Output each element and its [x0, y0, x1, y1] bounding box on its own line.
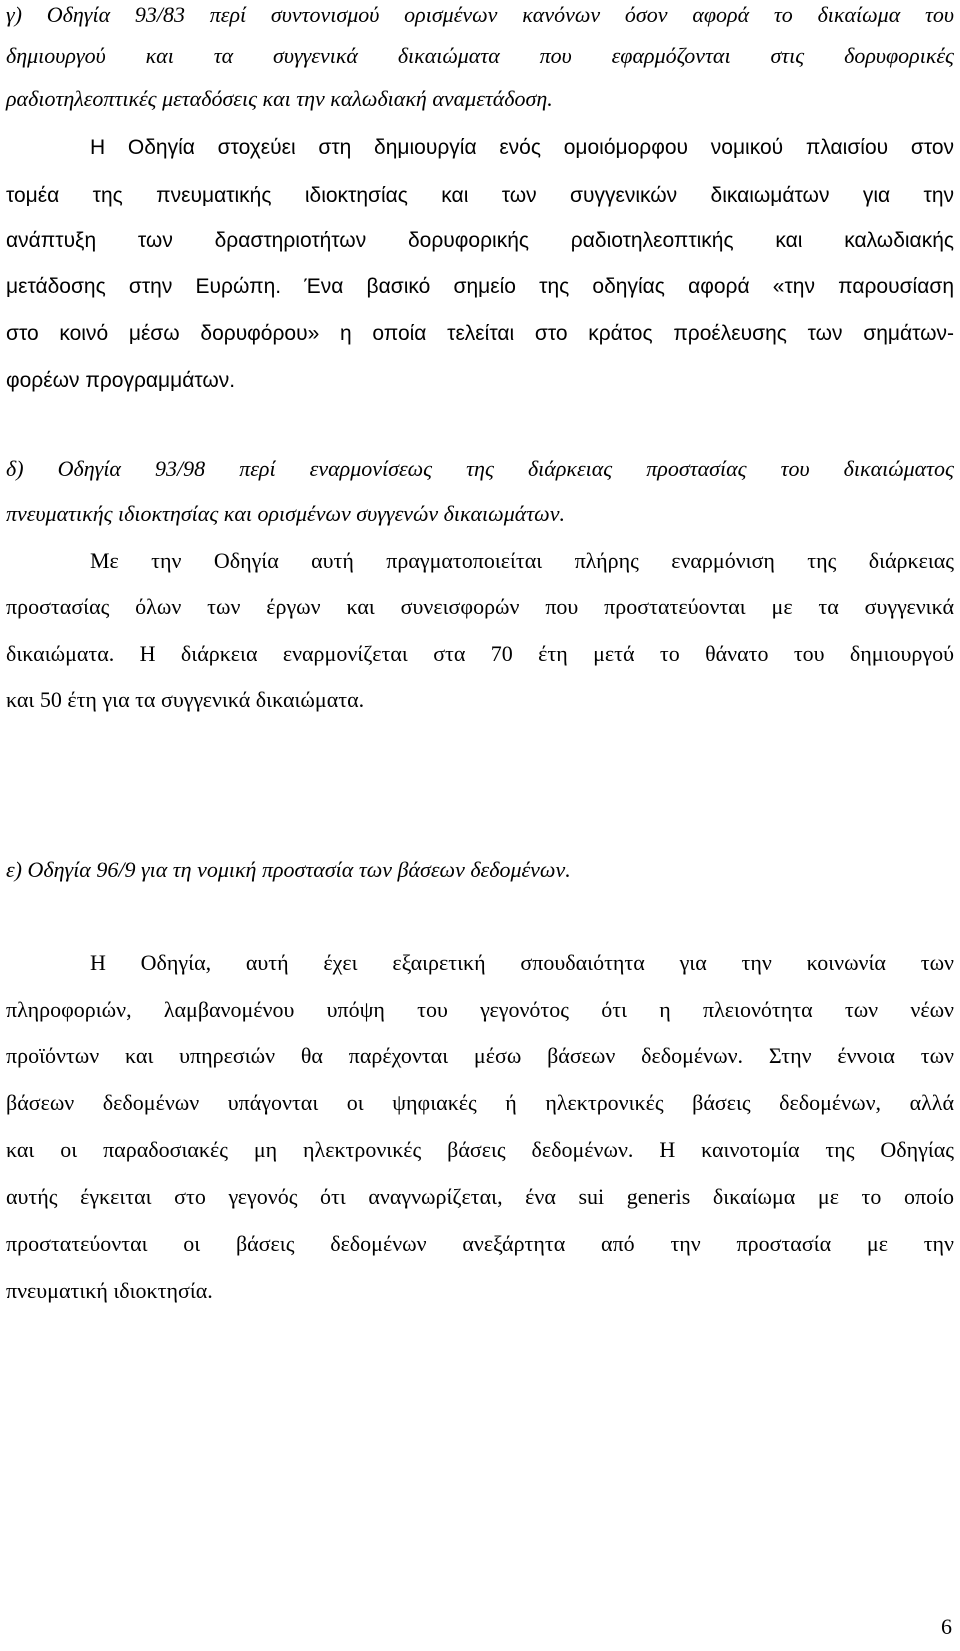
section-gamma-paragraph-line: μετάδοσης στην Ευρώπη. Ένα βασικό σημείο της οδηγίας αφορά «την παρουσίαση [6, 275, 954, 298]
section-gamma-paragraph-line: Η Οδηγία στοχεύει στη δημιουργία ενός ομοιόμορφου νομικού πλαισίου στον [90, 136, 954, 159]
section-epsilon-paragraph-line: και οι παραδοσιακές μη ηλεκτρονικές βάσεις δεδομένων. Η καινοτομία της Οδηγίας [6, 1137, 954, 1162]
section-epsilon-paragraph-line: πληροφοριών, λαμβανομένου υπόψη του γεγονότος ότι η πλειονότητα των νέων [6, 997, 954, 1022]
section-delta-paragraph-line: και 50 έτη για τα συγγενικά δικαιώματα. [6, 687, 365, 712]
page-number: 6 [941, 1614, 952, 1639]
section-epsilon-paragraph-line: Η Οδηγία, αυτή έχει εξαιρετική σπουδαιότητα για την κοινωνία των [90, 950, 954, 975]
section-epsilon-paragraph-line: αυτής έγκειται στο γεγονός ότι αναγνωρίζεται, ένα sui generis δικαίωμα με το οποίο [6, 1184, 954, 1209]
section-epsilon-paragraph-line: πνευματική ιδιοκτησία. [6, 1278, 213, 1303]
section-epsilon-heading: ε) Οδηγία 96/9 για τη νομική προστασία των βάσεων δεδομένων. [6, 857, 571, 882]
section-epsilon-paragraph-line: προϊόντων και υπηρεσιών θα παρέχονται μέσω βάσεων δεδομένων. Στην έννοια των [6, 1043, 954, 1068]
section-gamma-heading-line-1: γ) Οδηγία 93/83 περί συντονισμού ορισμένων κανόνων όσον αφορά το δικαίωμα του [6, 2, 954, 27]
section-epsilon-paragraph-line: προστατεύονται οι βάσεις δεδομένων ανεξάρτητα από την προστασία με την [6, 1231, 954, 1256]
section-delta-heading-line-2: πνευματικής ιδιοκτησίας και ορισμένων συγγενών δικαιωμάτων. [6, 501, 565, 526]
section-delta-heading-line-1: δ) Οδηγία 93/98 περί εναρμονίσεως της διάρκειας προστασίας του δικαιώματος [6, 456, 954, 481]
section-delta-paragraph-line: Με την Οδηγία αυτή πραγματοποιείται πλήρης εναρμόνιση της διάρκειας [90, 548, 954, 573]
section-epsilon-paragraph-line: βάσεων δεδομένων υπάγονται οι ψηφιακές ή ηλεκτρονικές βάσεις δεδομένων, αλλά [6, 1090, 954, 1115]
section-gamma-heading-line-3: ραδιοτηλεοπτικές μεταδόσεις και την καλωδιακή αναμετάδοση. [6, 86, 553, 111]
section-gamma-heading-line-2: δημιουργού και τα συγγενικά δικαιώματα που εφαρμόζονται στις δορυφορικές [6, 43, 954, 68]
section-delta-paragraph-line: δικαιώματα. Η διάρκεια εναρμονίζεται στα 70 έτη μετά το θάνατο του δημιουργού [6, 641, 954, 666]
section-delta-paragraph-line: προστασίας όλων των έργων και συνεισφορών που προστατεύονται με τα συγγενικά [6, 594, 954, 619]
section-gamma-paragraph-line: στο κοινό μέσω δορυφόρου» η οποία τελείται στο κράτος προέλευσης των σημάτων- [6, 322, 954, 345]
section-gamma-paragraph-line: ανάπτυξη των δραστηριοτήτων δορυφορικής ραδιοτηλεοπτικής και καλωδιακής [6, 229, 954, 252]
section-gamma-paragraph-line: φορέων προγραμμάτων. [6, 369, 236, 392]
section-gamma-paragraph-line: τομέα της πνευματικής ιδιοκτησίας και των συγγενικών δικαιωμάτων για την [6, 184, 954, 207]
